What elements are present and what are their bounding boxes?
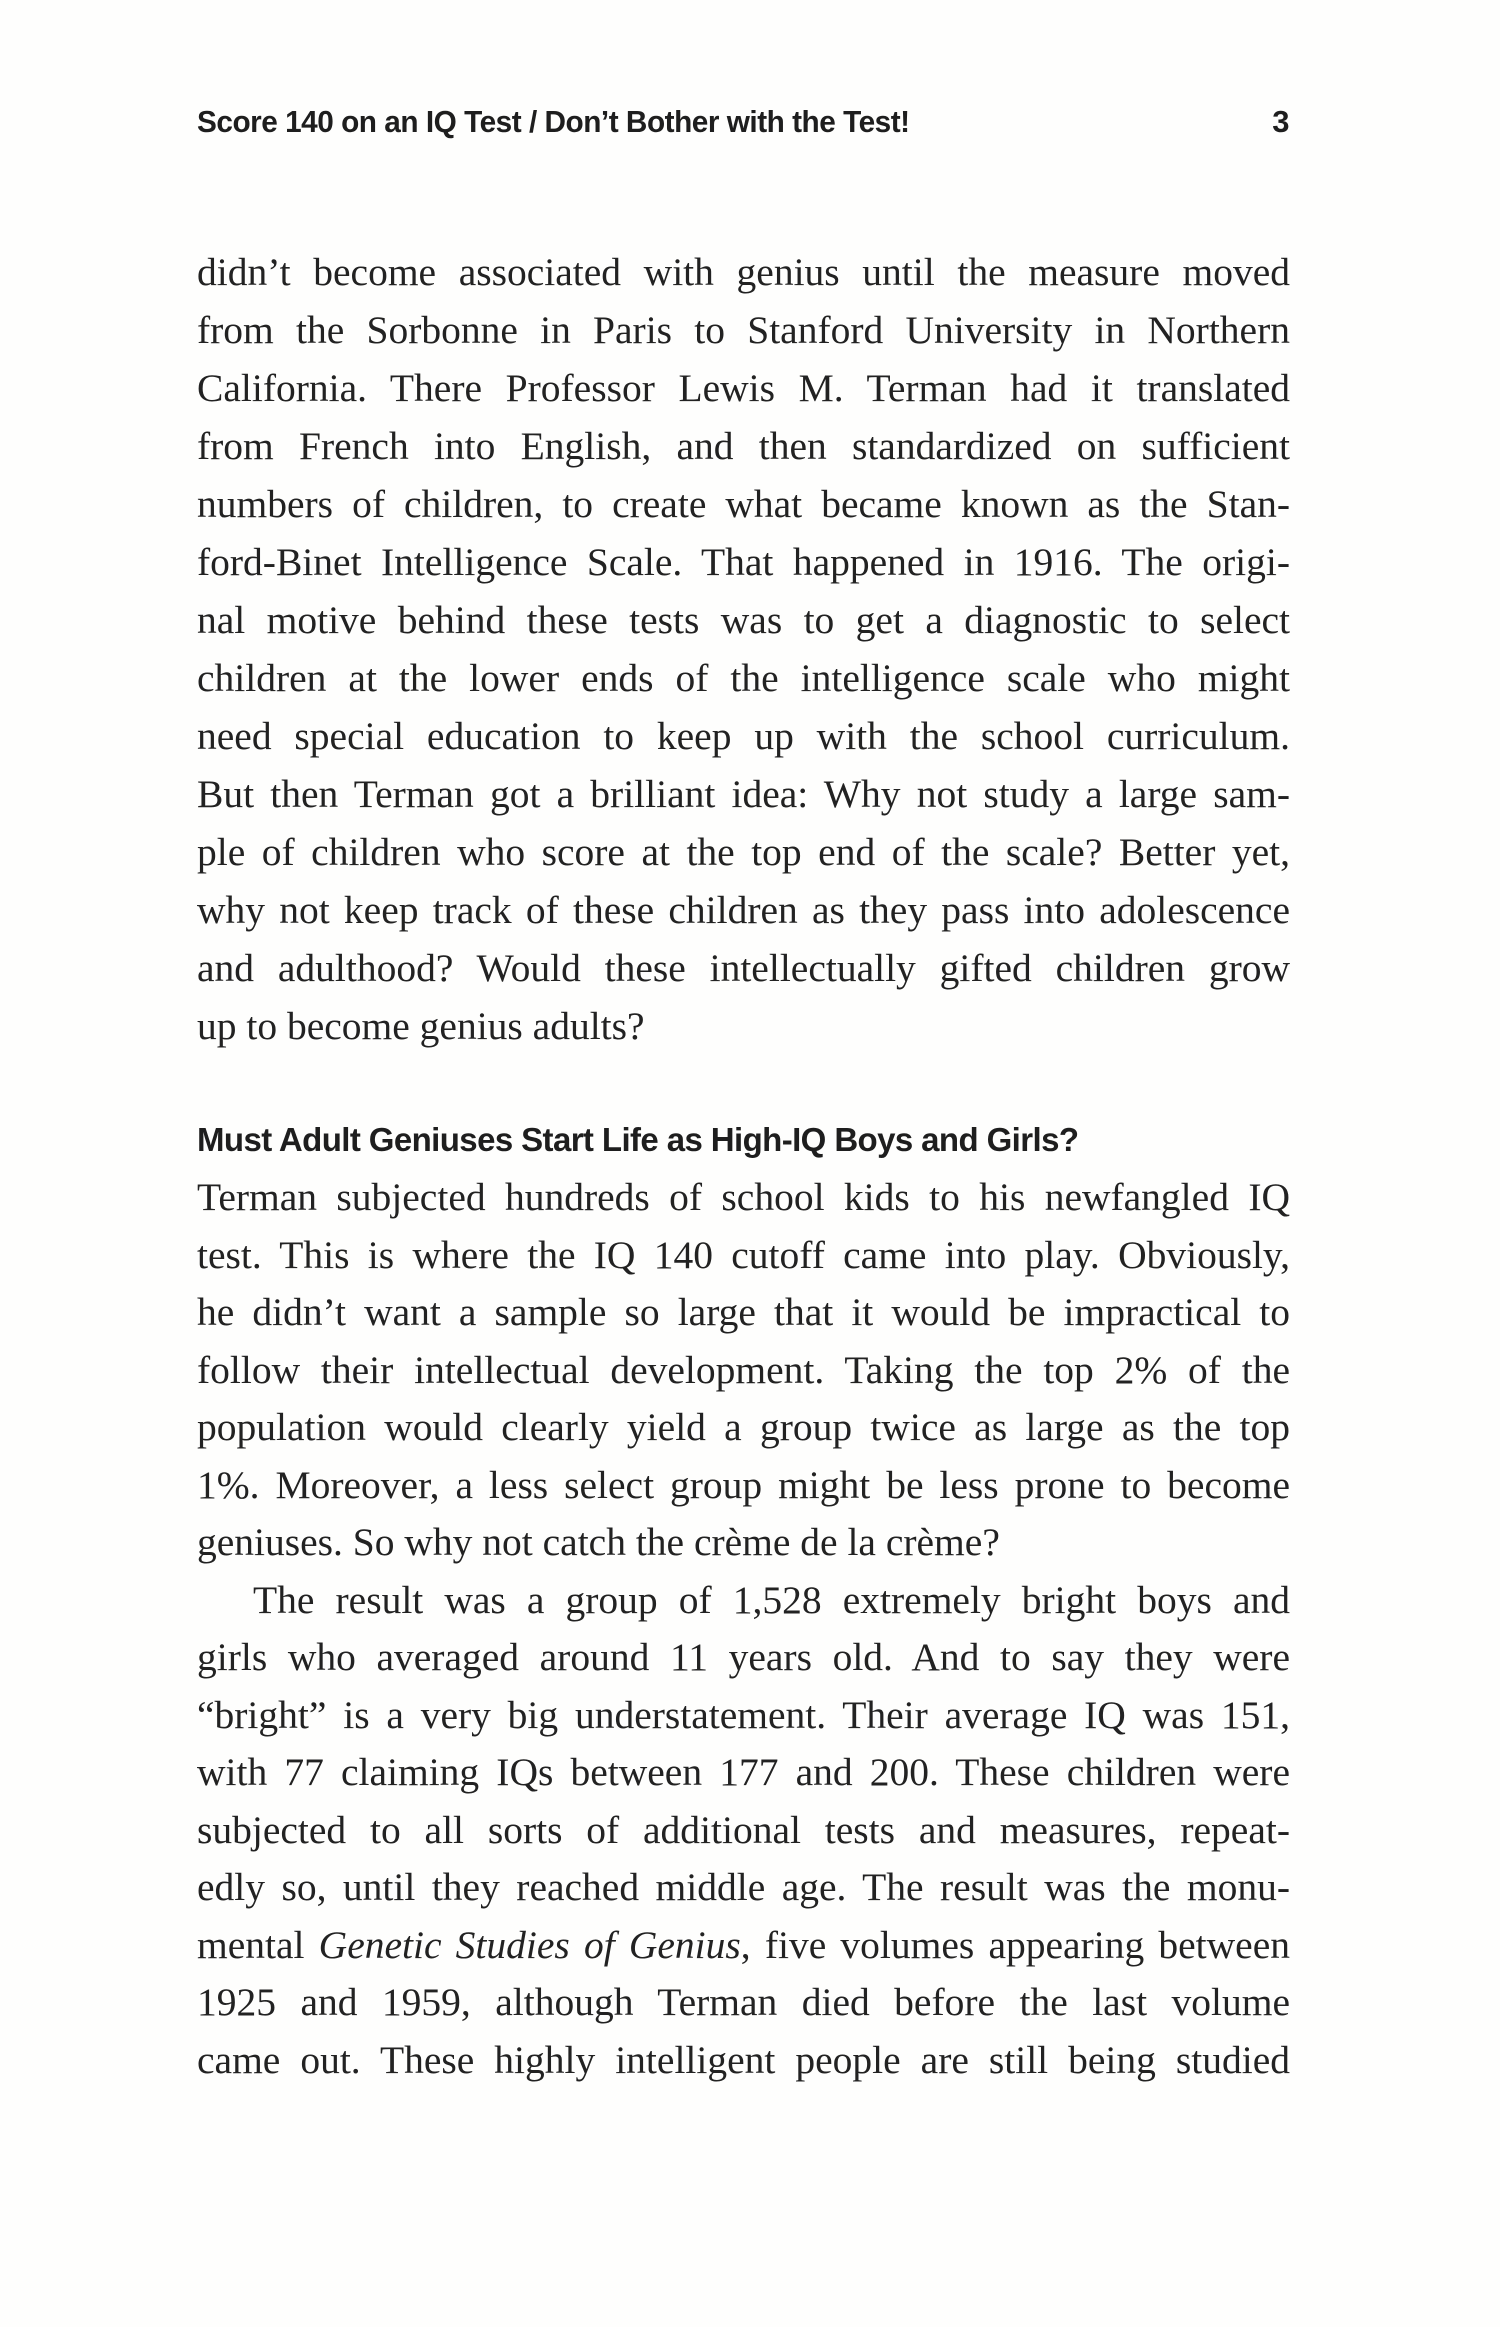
text-line: California. There Professor Lewis M. Terman had it translated — [197, 366, 1290, 410]
text-line: The result was a group of 1,528 extremely bright boys and — [253, 1578, 1290, 1622]
text-line: from French into English, and then standardized on sufficient — [197, 424, 1290, 468]
text-line: girls who averaged around 11 years old. And to say they were — [197, 1635, 1290, 1679]
text-line: children at the lower ends of the intelligence scale who might — [197, 656, 1290, 700]
text-line: came out. These highly intelligent people are still being studied — [197, 2038, 1290, 2082]
text-line: edly so, until they reached middle age. The result was the monu- — [197, 1865, 1290, 1909]
text-line: and adulthood? Would these intellectually gifted children grow — [197, 946, 1290, 990]
text-line: population would clearly yield a group twice as large as the top — [197, 1405, 1290, 1449]
text-span: , five volumes appearing between — [740, 1923, 1290, 1967]
book-title-italic: Genetic Studies of Genius — [318, 1923, 741, 1967]
text-line: didn’t become associated with genius until the measure moved — [197, 250, 1290, 294]
text-line: test. This is where the IQ 140 cutoff came into play. Obviously, — [197, 1233, 1290, 1277]
text-line: 1%. Moreover, a less select group might be less prone to become — [197, 1463, 1290, 1507]
text-line: geniuses. So why not catch the crème de la crème? — [197, 1520, 1000, 1564]
text-line: ple of children who score at the top end of the scale? Better yet, — [197, 830, 1290, 874]
running-head-title: Score 140 on an IQ Test / Don’t Bother with the Test! — [197, 104, 910, 139]
text-line: up to become genius adults? — [197, 1004, 645, 1048]
text-line: numbers of children, to create what became known as the Stan- — [197, 482, 1290, 526]
text-line: with 77 claiming IQs between 177 and 200. These children were — [197, 1750, 1290, 1794]
text-line: nal motive behind these tests was to get a diagnostic to select — [197, 598, 1290, 642]
text-line: “bright” is a very big understatement. Their average IQ was 151, — [197, 1693, 1290, 1737]
section-heading: Must Adult Geniuses Start Life as High-IQ Boys and Girls? — [197, 1121, 1079, 1158]
text-span: mental — [197, 1923, 319, 1967]
text-line: Terman subjected hundreds of school kids to his newfangled IQ — [197, 1175, 1290, 1219]
text-line: ford-Binet Intelligence Scale. That happened in 1916. The origi- — [197, 540, 1290, 584]
text-line: from the Sorbonne in Paris to Stanford University in Northern — [197, 308, 1290, 352]
text-line: follow their intellectual development. Taking the top 2% of the — [197, 1348, 1290, 1392]
text-line: subjected to all sorts of additional tests and measures, repeat- — [197, 1808, 1290, 1852]
running-head — [197, 98, 1291, 148]
page-number: 3 — [1272, 104, 1289, 139]
text-line: he didn’t want a sample so large that it would be impractical to — [197, 1290, 1290, 1334]
text-line: why not keep track of these children as they pass into adolescence — [197, 888, 1290, 932]
text-line: But then Terman got a brilliant idea: Why not study a large sam- — [197, 772, 1290, 816]
text-line: need special education to keep up with the school curriculum. — [197, 714, 1290, 758]
text-line — [197, 1916, 1290, 1974]
text-line: 1925 and 1959, although Terman died before the last volume — [197, 1980, 1290, 2024]
